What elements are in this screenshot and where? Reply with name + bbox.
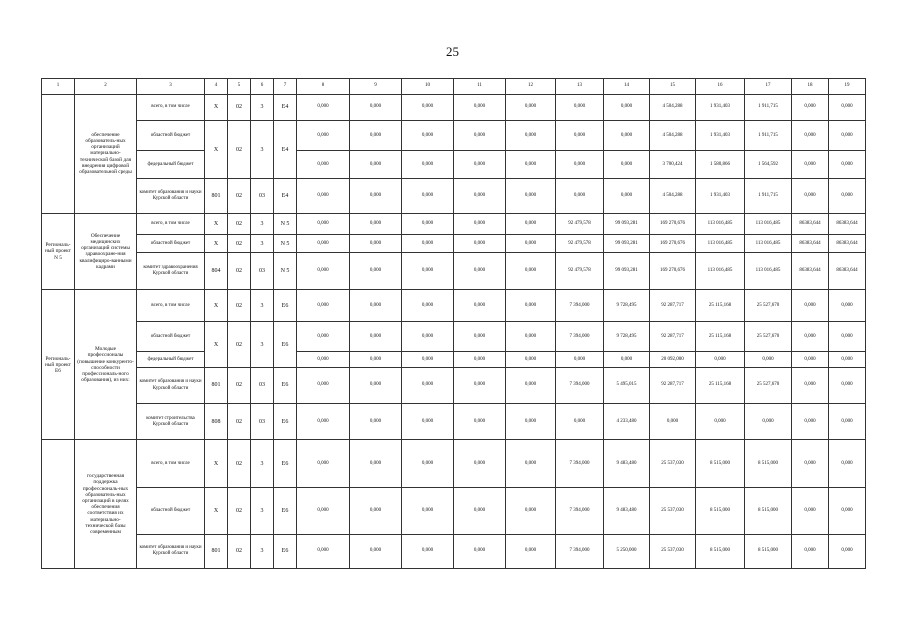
value-cell: 0,000	[297, 252, 350, 289]
grbs-code-cell: X	[205, 488, 228, 535]
value-cell: 7 394,000	[556, 367, 604, 403]
value-cell: 8 515,000	[696, 488, 745, 535]
value-cell: 0,000	[506, 440, 556, 488]
budget-table	[41, 78, 866, 569]
value-cell: 0,000	[650, 404, 696, 440]
event-code-cell: E6	[274, 367, 297, 403]
value-cell: 25 115,168	[696, 367, 745, 403]
value-cell: 0,000	[402, 94, 454, 121]
value-cell: 25 527,670	[745, 290, 792, 322]
value-cell: 0,000	[604, 94, 650, 121]
subprogram-code-cell: 3	[251, 322, 274, 368]
value-cell: 7 394,000	[556, 440, 604, 488]
value-cell: 0,000	[350, 404, 402, 440]
value-cell: 0,000	[402, 213, 454, 235]
program-code-cell: 02	[228, 440, 251, 488]
column-header: 7	[274, 79, 297, 95]
value-cell: 0,000	[454, 322, 506, 352]
value-cell: 0,000	[506, 151, 556, 179]
table-row	[42, 179, 866, 213]
table-row	[42, 151, 866, 179]
status-cell: Региональ-ный проект E6	[42, 290, 75, 440]
funding-source-cell: комитет образования и науки Курской области	[137, 367, 205, 403]
event-code-cell: N 5	[274, 235, 297, 253]
value-cell: 0,000	[792, 151, 829, 179]
value-cell: 1 911,715	[745, 94, 792, 121]
item-name-cell: Молодые профессионалы (повышение конкуренто-способности профессиональ-ного образования), из них:	[75, 290, 137, 440]
event-code-cell: E6	[274, 404, 297, 440]
value-cell: 99 093,281	[604, 235, 650, 253]
value-cell: 0,000	[506, 179, 556, 213]
program-code-cell: 02	[228, 322, 251, 368]
program-code-cell: 02	[228, 534, 251, 568]
subprogram-code-cell: 3	[251, 121, 274, 179]
value-cell: 0,000	[792, 94, 829, 121]
grbs-code-cell: X	[205, 290, 228, 322]
value-cell: 0,000	[792, 179, 829, 213]
value-cell: 0,000	[506, 404, 556, 440]
value-cell: 0,000	[792, 121, 829, 151]
grbs-code-cell: X	[205, 322, 228, 368]
value-cell: 4 504,288	[650, 179, 696, 213]
value-cell: 0,000	[454, 179, 506, 213]
value-cell: 1 580,866	[696, 151, 745, 179]
subprogram-code-cell: 03	[251, 179, 274, 213]
program-code-cell: 02	[228, 121, 251, 179]
value-cell: 0,000	[454, 213, 506, 235]
column-header: 12	[506, 79, 556, 95]
value-cell: 0,000	[402, 151, 454, 179]
value-cell: 0,000	[506, 488, 556, 535]
value-cell: 1 931,403	[696, 179, 745, 213]
funding-source-cell: комитет здравоохранения Курской области	[137, 252, 205, 289]
table-row	[42, 213, 866, 235]
subprogram-code-cell: 3	[251, 213, 274, 235]
value-cell: 86383,644	[792, 252, 829, 289]
program-code-cell: 02	[228, 235, 251, 253]
value-cell: 0,000	[829, 151, 866, 179]
value-cell: 0,000	[454, 121, 506, 151]
value-cell: 0,000	[297, 151, 350, 179]
value-cell: 86383,644	[829, 235, 866, 253]
value-cell: 0,000	[297, 534, 350, 568]
table-row	[42, 94, 866, 121]
subprogram-code-cell: 3	[251, 290, 274, 322]
value-cell: 25 537,030	[650, 488, 696, 535]
funding-source-cell: областной бюджет	[137, 121, 205, 151]
value-cell: 0,000	[402, 179, 454, 213]
value-cell: 3 700,424	[650, 151, 696, 179]
value-cell: 9 728,495	[604, 290, 650, 322]
value-cell: 25 537,030	[650, 534, 696, 568]
value-cell: 0,000	[556, 404, 604, 440]
value-cell: 9 483,480	[604, 440, 650, 488]
value-cell: 0,000	[556, 94, 604, 121]
value-cell: 0,000	[745, 404, 792, 440]
value-cell: 0,000	[402, 404, 454, 440]
program-code-cell: 02	[228, 252, 251, 289]
grbs-code-cell: 808	[205, 404, 228, 440]
funding-source-cell: областной бюджет	[137, 488, 205, 535]
value-cell: 0,000	[506, 235, 556, 253]
column-header: 17	[745, 79, 792, 95]
status-cell	[42, 94, 75, 213]
value-cell: 86383,644	[792, 213, 829, 235]
value-cell: 4 233,480	[604, 404, 650, 440]
grbs-code-cell: X	[205, 213, 228, 235]
table-row	[42, 404, 866, 440]
value-cell: 92 479,578	[556, 252, 604, 289]
value-cell: 0,000	[297, 352, 350, 368]
value-cell: 0,000	[454, 94, 506, 121]
value-cell: 0,000	[556, 121, 604, 151]
column-header: 8	[297, 79, 350, 95]
column-header: 10	[402, 79, 454, 95]
value-cell: 0,000	[792, 488, 829, 535]
value-cell: 0,000	[792, 440, 829, 488]
column-header: 2	[75, 79, 137, 95]
value-cell: 0,000	[402, 440, 454, 488]
value-cell: 0,000	[506, 322, 556, 352]
subprogram-code-cell: 03	[251, 404, 274, 440]
value-cell: 0,000	[604, 179, 650, 213]
value-cell: 0,000	[402, 121, 454, 151]
table-row	[42, 534, 866, 568]
value-cell: 0,000	[454, 352, 506, 368]
subprogram-code-cell: 3	[251, 440, 274, 488]
value-cell: 1 931,403	[696, 121, 745, 151]
column-header: 11	[454, 79, 506, 95]
value-cell: 7 394,000	[556, 488, 604, 535]
subprogram-code-cell: 3	[251, 94, 274, 121]
value-cell: 0,000	[506, 367, 556, 403]
value-cell: 0,000	[350, 534, 402, 568]
value-cell: 0,000	[506, 213, 556, 235]
column-header: 14	[604, 79, 650, 95]
value-cell: 0,000	[350, 179, 402, 213]
value-cell: 0,000	[297, 404, 350, 440]
subprogram-code-cell: 3	[251, 235, 274, 253]
value-cell: 0,000	[402, 290, 454, 322]
subprogram-code-cell: 3	[251, 534, 274, 568]
column-header: 1	[42, 79, 75, 95]
funding-source-cell: всего, в том числе	[137, 290, 205, 322]
value-cell: 0,000	[604, 352, 650, 368]
value-cell: 113 016,485	[745, 235, 792, 253]
program-code-cell: 02	[228, 213, 251, 235]
subprogram-code-cell: 03	[251, 367, 274, 403]
value-cell: 0,000	[792, 290, 829, 322]
value-cell: 113 016,485	[696, 235, 745, 253]
value-cell: 0,000	[454, 367, 506, 403]
event-code-cell: E6	[274, 488, 297, 535]
value-cell: 113 016,485	[696, 252, 745, 289]
value-cell: 0,000	[350, 151, 402, 179]
grbs-code-cell: X	[205, 440, 228, 488]
column-header: 4	[205, 79, 228, 95]
value-cell: 1 911,715	[745, 121, 792, 151]
value-cell: 0,000	[297, 235, 350, 253]
value-cell: 8 515,000	[696, 534, 745, 568]
value-cell: 4 504,288	[650, 121, 696, 151]
value-cell: 5 495,015	[604, 367, 650, 403]
column-header: 13	[556, 79, 604, 95]
value-cell: 0,000	[792, 404, 829, 440]
value-cell: 0,000	[297, 322, 350, 352]
value-cell: 0,000	[829, 290, 866, 322]
value-cell: 0,000	[350, 440, 402, 488]
event-code-cell: E6	[274, 440, 297, 488]
value-cell: 25 527,670	[745, 367, 792, 403]
grbs-code-cell: 801	[205, 367, 228, 403]
column-header: 6	[251, 79, 274, 95]
value-cell: 0,000	[696, 352, 745, 368]
funding-source-cell: всего, в том числе	[137, 213, 205, 235]
value-cell: 0,000	[297, 367, 350, 403]
value-cell: 99 093,281	[604, 252, 650, 289]
value-cell: 113 016,485	[745, 252, 792, 289]
event-code-cell: N 5	[274, 213, 297, 235]
value-cell: 0,000	[454, 151, 506, 179]
value-cell: 0,000	[454, 534, 506, 568]
value-cell: 0,000	[556, 151, 604, 179]
subprogram-code-cell: 3	[251, 488, 274, 535]
subprogram-code-cell: 03	[251, 252, 274, 289]
table-row	[42, 352, 866, 368]
column-header: 9	[350, 79, 402, 95]
value-cell: 7 394,000	[556, 534, 604, 568]
value-cell: 0,000	[297, 290, 350, 322]
value-cell: 0,000	[696, 404, 745, 440]
value-cell: 0,000	[402, 322, 454, 352]
value-cell: 0,000	[297, 440, 350, 488]
value-cell: 0,000	[297, 179, 350, 213]
value-cell: 8 515,000	[745, 440, 792, 488]
event-code-cell: E6	[274, 290, 297, 322]
value-cell: 0,000	[297, 488, 350, 535]
value-cell: 1 911,715	[745, 179, 792, 213]
program-code-cell: 02	[228, 290, 251, 322]
event-code-cell: E4	[274, 179, 297, 213]
value-cell: 8 515,000	[745, 534, 792, 568]
funding-source-cell: комитет образования и науки Курской области	[137, 534, 205, 568]
value-cell: 7 394,000	[556, 322, 604, 352]
value-cell: 0,000	[402, 488, 454, 535]
table-row	[42, 488, 866, 535]
funding-source-cell: комитет строительства Курской области	[137, 404, 205, 440]
event-code-cell: N 5	[274, 252, 297, 289]
column-header: 15	[650, 79, 696, 95]
value-cell: 1 564,592	[745, 151, 792, 179]
value-cell: 9 728,495	[604, 322, 650, 352]
value-cell: 113 016,485	[745, 213, 792, 235]
value-cell: 169 270,676	[650, 252, 696, 289]
value-cell: 25 537,030	[650, 440, 696, 488]
status-cell	[42, 440, 75, 569]
value-cell: 0,000	[829, 534, 866, 568]
table-row	[42, 367, 866, 403]
value-cell: 0,000	[402, 252, 454, 289]
value-cell: 9 483,480	[604, 488, 650, 535]
value-cell: 0,000	[829, 367, 866, 403]
value-cell: 0,000	[454, 290, 506, 322]
table-row	[42, 121, 866, 151]
value-cell: 0,000	[402, 235, 454, 253]
value-cell: 0,000	[829, 440, 866, 488]
table-row	[42, 252, 866, 289]
value-cell: 0,000	[556, 179, 604, 213]
column-header: 18	[792, 79, 829, 95]
value-cell: 0,000	[792, 352, 829, 368]
value-cell: 5 250,000	[604, 534, 650, 568]
value-cell: 7 394,000	[556, 290, 604, 322]
grbs-code-cell: X	[205, 94, 228, 121]
column-header: 3	[137, 79, 205, 95]
value-cell: 0,000	[402, 352, 454, 368]
value-cell: 0,000	[454, 235, 506, 253]
value-cell: 0,000	[829, 94, 866, 121]
value-cell: 0,000	[454, 488, 506, 535]
value-cell: 0,000	[506, 94, 556, 121]
event-code-cell: E6	[274, 534, 297, 568]
value-cell: 0,000	[297, 121, 350, 151]
value-cell: 113 016,485	[696, 213, 745, 235]
value-cell: 20 092,000	[650, 352, 696, 368]
value-cell: 0,000	[829, 179, 866, 213]
value-cell: 92 479,578	[556, 235, 604, 253]
value-cell: 0,000	[829, 352, 866, 368]
value-cell: 169 270,676	[650, 213, 696, 235]
value-cell: 0,000	[350, 121, 402, 151]
value-cell: 0,000	[745, 352, 792, 368]
funding-source-cell: федеральный бюджет	[137, 352, 205, 368]
value-cell: 0,000	[350, 252, 402, 289]
value-cell: 0,000	[792, 367, 829, 403]
value-cell: 0,000	[454, 252, 506, 289]
funding-source-cell: федеральный бюджет	[137, 151, 205, 179]
value-cell: 0,000	[350, 322, 402, 352]
value-cell: 86383,644	[829, 252, 866, 289]
item-name-cell: обеспечение образователь-ных организаций материально-технической базой для внедрения цифровой образовательной среды	[75, 94, 137, 213]
value-cell: 0,000	[350, 213, 402, 235]
table-row	[42, 290, 866, 322]
value-cell: 0,000	[506, 121, 556, 151]
event-code-cell: E4	[274, 121, 297, 179]
value-cell: 92 479,578	[556, 213, 604, 235]
value-cell: 0,000	[350, 235, 402, 253]
value-cell: 0,000	[350, 290, 402, 322]
value-cell: 92 287,717	[650, 290, 696, 322]
value-cell: 0,000	[350, 488, 402, 535]
program-code-cell: 02	[228, 488, 251, 535]
program-code-cell: 02	[228, 179, 251, 213]
table-row	[42, 440, 866, 488]
value-cell: 8 515,000	[745, 488, 792, 535]
status-cell: Региональ-ный проект N 5	[42, 213, 75, 290]
column-header: 5	[228, 79, 251, 95]
value-cell: 0,000	[792, 322, 829, 352]
value-cell: 0,000	[506, 290, 556, 322]
funding-source-cell: областной бюджет	[137, 322, 205, 352]
value-cell: 25 527,670	[745, 322, 792, 352]
value-cell: 0,000	[604, 151, 650, 179]
value-cell: 0,000	[506, 352, 556, 368]
value-cell: 8 515,000	[696, 440, 745, 488]
program-code-cell: 02	[228, 367, 251, 403]
value-cell: 0,000	[829, 121, 866, 151]
column-header: 19	[829, 79, 866, 95]
value-cell: 0,000	[350, 367, 402, 403]
table-row	[42, 322, 866, 352]
program-code-cell: 02	[228, 94, 251, 121]
value-cell: 169 270,676	[650, 235, 696, 253]
value-cell: 0,000	[506, 252, 556, 289]
value-cell: 0,000	[792, 534, 829, 568]
value-cell: 0,000	[350, 94, 402, 121]
value-cell: 0,000	[829, 322, 866, 352]
funding-source-cell: областной бюджет	[137, 235, 205, 253]
grbs-code-cell: 801	[205, 179, 228, 213]
page-number: 25	[446, 44, 459, 59]
value-cell: 25 115,168	[696, 322, 745, 352]
value-cell: 86383,644	[792, 235, 829, 253]
value-cell: 0,000	[402, 367, 454, 403]
value-cell: 0,000	[402, 534, 454, 568]
funding-source-cell: всего, в том числе	[137, 440, 205, 488]
value-cell: 0,000	[297, 213, 350, 235]
value-cell: 0,000	[829, 488, 866, 535]
event-code-cell: E4	[274, 94, 297, 121]
grbs-code-cell: X	[205, 121, 228, 179]
value-cell: 0,000	[506, 534, 556, 568]
value-cell: 99 093,281	[604, 213, 650, 235]
value-cell: 0,000	[604, 121, 650, 151]
column-header: 16	[696, 79, 745, 95]
funding-source-cell: всего, в том числе	[137, 94, 205, 121]
item-name-cell: государственная поддержка профессиональ-ных образователь-ных организаций в целях обеспечения соответствия их материально-технической базы современным	[75, 440, 137, 569]
value-cell: 0,000	[454, 404, 506, 440]
grbs-code-cell: X	[205, 235, 228, 253]
value-cell: 25 115,168	[696, 290, 745, 322]
table-row	[42, 235, 866, 253]
value-cell: 92 287,717	[650, 322, 696, 352]
header-row	[42, 79, 866, 95]
value-cell: 92 287,717	[650, 367, 696, 403]
value-cell: 0,000	[556, 352, 604, 368]
value-cell: 86383,644	[829, 213, 866, 235]
funding-source-cell: комитет образования и науки Курской области	[137, 179, 205, 213]
value-cell: 4 504,288	[650, 94, 696, 121]
value-cell: 0,000	[454, 440, 506, 488]
value-cell: 0,000	[297, 94, 350, 121]
value-cell: 1 931,403	[696, 94, 745, 121]
event-code-cell: E6	[274, 322, 297, 368]
value-cell: 0,000	[829, 404, 866, 440]
grbs-code-cell: 801	[205, 534, 228, 568]
grbs-code-cell: 804	[205, 252, 228, 289]
value-cell: 0,000	[350, 352, 402, 368]
program-code-cell: 02	[228, 404, 251, 440]
item-name-cell: Обеспечение медицинских организаций системы здравоохране-ния квалифициро-ванными кадрами	[75, 213, 137, 290]
